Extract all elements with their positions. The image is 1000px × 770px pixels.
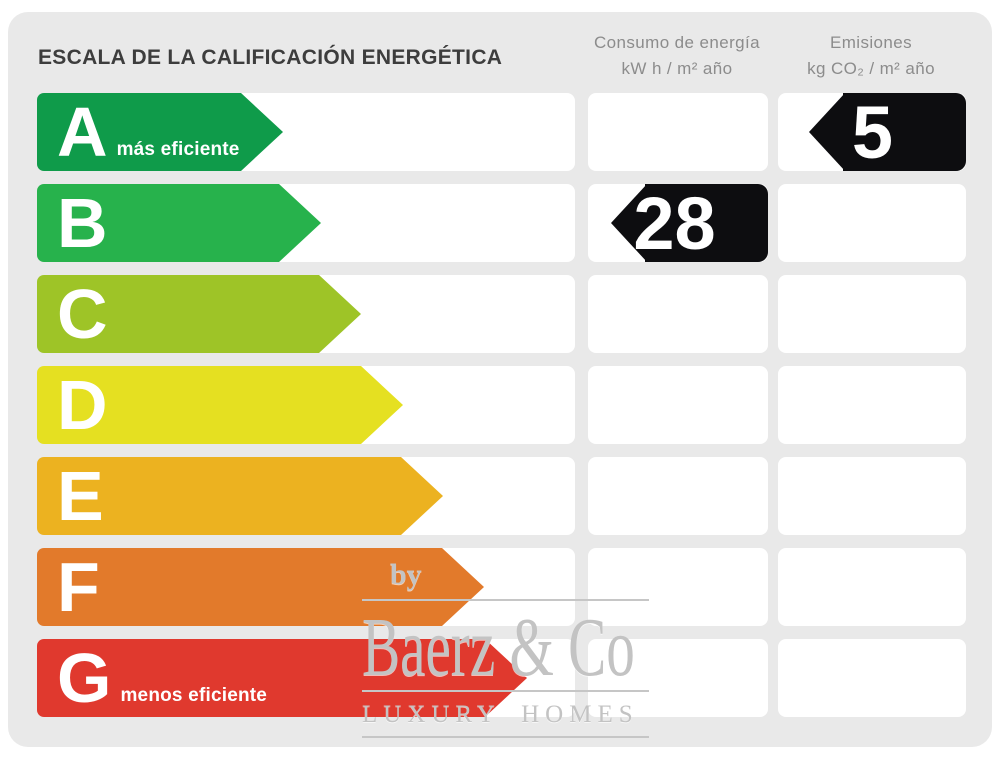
band-note: menos eficiente xyxy=(120,685,268,706)
band-letter: A xyxy=(57,93,108,171)
column-header-consumo-line1: Consumo de energía xyxy=(594,33,760,52)
rating-row xyxy=(8,90,992,174)
emisiones-cell xyxy=(778,90,966,174)
consumo-cell xyxy=(588,181,768,265)
emisiones-cell xyxy=(778,184,966,262)
band-arrow xyxy=(37,366,361,444)
page-title: ESCALA DE LA CALIFICACIÓN ENERGÉTICA xyxy=(38,46,503,69)
watermark-by: by xyxy=(390,558,422,591)
watermark-name: Baerz & Co xyxy=(362,601,635,694)
band-arrow xyxy=(37,93,241,171)
band-letter: E xyxy=(57,457,104,535)
band-arrow-tip-icon xyxy=(279,184,321,262)
watermark xyxy=(362,552,649,738)
consumo-cell xyxy=(588,275,768,353)
band-cell xyxy=(37,93,575,171)
watermark-tagline: LUXURY HOMES xyxy=(362,701,639,728)
band-arrow-tip-icon xyxy=(241,93,283,171)
band-cell xyxy=(37,184,575,262)
value-pointer-label: 28 xyxy=(633,181,716,265)
column-header-consumo xyxy=(571,30,783,82)
column-header-emisiones-units: kg CO₂ / m² año xyxy=(807,59,935,78)
rating-row xyxy=(8,457,992,535)
consumo-cell xyxy=(588,366,768,444)
column-header-emisiones xyxy=(765,30,977,82)
rating-row xyxy=(8,275,992,353)
band-arrow-tip-icon xyxy=(319,275,361,353)
band-letter: F xyxy=(57,548,100,626)
band-arrow xyxy=(37,275,319,353)
emisiones-cell xyxy=(778,275,966,353)
consumo-cell xyxy=(588,93,768,171)
band-letter: G xyxy=(57,639,112,717)
band-arrow-tip-icon xyxy=(361,366,403,444)
emisiones-cell xyxy=(778,366,966,444)
band-letter: D xyxy=(57,366,108,444)
band-arrow xyxy=(37,457,401,535)
consumo-cell xyxy=(588,457,768,535)
band-cell xyxy=(37,457,575,535)
band-letter: C xyxy=(57,275,108,353)
emisiones-cell xyxy=(778,639,966,717)
value-pointer-label: 5 xyxy=(851,90,894,174)
value-pointer xyxy=(809,90,966,174)
band-letter: B xyxy=(57,184,108,262)
rating-row xyxy=(8,366,992,444)
column-header-emisiones-line1: Emisiones xyxy=(829,33,913,52)
band-cell xyxy=(37,366,575,444)
band-arrow xyxy=(37,184,279,262)
energy-rating-panel xyxy=(8,12,992,747)
watermark-divider xyxy=(362,736,649,738)
column-header-consumo-units: kW h / m² año xyxy=(621,59,733,78)
rating-row xyxy=(8,181,992,265)
emisiones-cell xyxy=(778,548,966,626)
band-note: más eficiente xyxy=(116,139,240,160)
band-arrow-tip-icon xyxy=(401,457,443,535)
value-pointer xyxy=(611,181,768,265)
band-cell xyxy=(37,275,575,353)
emisiones-cell xyxy=(778,457,966,535)
